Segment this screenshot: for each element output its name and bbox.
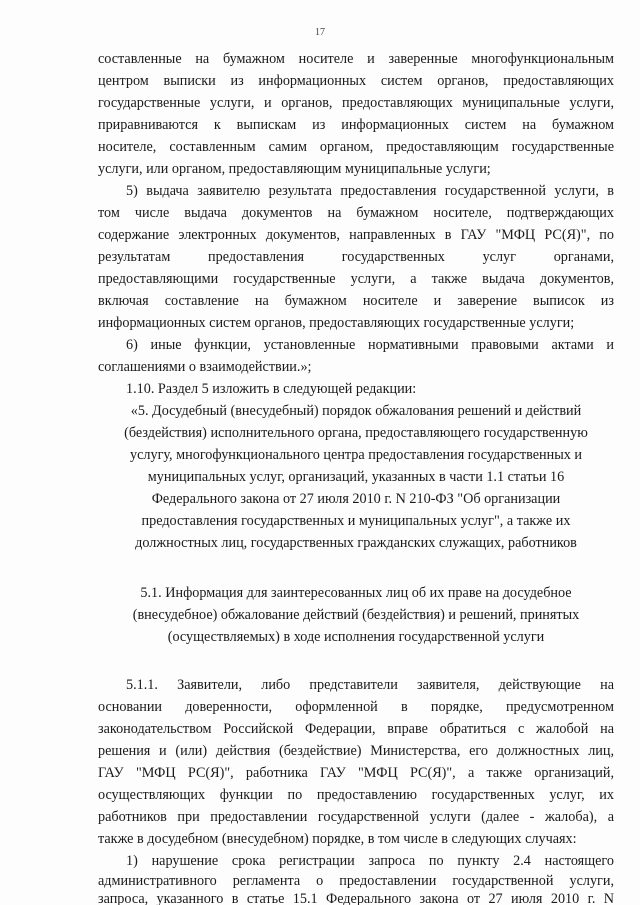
page-number: 17 [315, 27, 325, 38]
heading-line: (внесудебное) обжалование действий (бездействия) и решений, принятых [132, 607, 580, 623]
text-line: информационных систем органов, предоставляющих государственные услуги; [98, 315, 575, 331]
text-line: государственные услуги, и органов, предоставляющих муниципальные услуги, [98, 95, 614, 111]
heading-line: предоставления государственных и муниципальных услуг", а также их [141, 513, 571, 529]
text-line: носителе, составленным самим органом, предоставляющим государственные [98, 139, 614, 155]
text-line: 6) иные функции, установленные нормативными правовыми актами и [126, 337, 614, 353]
text-line: 5) выдача заявителю результата предоставления государственной услуги, в [126, 183, 614, 199]
text-line: включая составление на бумажном носителе и заверение выписок из [98, 293, 614, 309]
text-line: соглашениями о взаимодействии.»; [98, 359, 312, 375]
text-line: законодательством Российской Федерации, вправе обратиться с жалобой на [98, 721, 614, 737]
text-line: том числе выдача документов на бумажном носителе, подтверждающих [98, 205, 614, 221]
heading-line: услугу, многофункционального центра предоставления государственных и [130, 447, 582, 463]
heading-line: Федерального закона от 27 июля 2010 г. N 210-ФЗ "Об организации [151, 491, 561, 507]
text-line: ГАУ "МФЦ РС(Я)", работника ГАУ "МФЦ РС(Я)", а также организаций, [98, 765, 614, 781]
heading-line: муниципальных услуг, организаций, указанных в части 1.1 статьи 16 [147, 469, 565, 485]
heading-line: 5.1. Информация для заинтересованных лиц об их праве на досудебное [140, 585, 572, 601]
heading-line: (бездействия) исполнительного органа, предоставляющего государственную [124, 425, 588, 441]
text-line: 1.10. Раздел 5 изложить в следующей редакции: [126, 381, 417, 397]
text-line: услуги, или органом, предоставляющим муниципальные услуги; [98, 161, 491, 177]
heading-line: (осуществляемых) в ходе исполнения государственной услуги [167, 629, 545, 645]
text-line: содержание электронных документов, направленных в ГАУ "МФЦ РС(Я)", по [98, 227, 614, 243]
text-line: приравниваются к выпискам из информационных систем на бумажном [98, 117, 614, 133]
text-line: административного регламента о предоставлении государственной услуги, [98, 873, 614, 889]
text-line: запроса, указанного в статье 15.1 Федерального закона от 27 июля 2010 г. N [98, 891, 614, 905]
text-line: предоставляющими государственные услуги, а также выдача документов, [98, 271, 614, 287]
text-line: составленные на бумажном носителе и заверенные многофункциональным [98, 51, 614, 67]
text-line: также в досудебном (внесудебном) порядке, в том числе в следующих случаях: [98, 831, 577, 847]
text-line: осуществляющих функции по предоставлению государственных услуг, их [98, 787, 614, 803]
heading-line: «5. Досудебный (внесудебный) порядок обжалования решений и действий [130, 403, 582, 419]
text-line: основании доверенности, оформленной в порядке, предусмотренном [98, 699, 614, 715]
text-line: работников при предоставлении государственной услуги (далее - жалоба), а [98, 809, 614, 825]
text-line: результатам предоставления государственных услуг органами, [98, 249, 614, 265]
text-line: центром выписки из информационных систем органов, предоставляющих [98, 73, 614, 89]
text-line: решения и (или) действия (бездействие) Министерства, его должностных лиц, [98, 743, 614, 759]
text-line: 5.1.1. Заявители, либо представители заявителя, действующие на [126, 677, 614, 693]
heading-line: должностных лиц, государственных гражданских служащих, работников [135, 535, 577, 551]
text-line: 1) нарушение срока регистрации запроса по пункту 2.4 настоящего [126, 853, 614, 869]
